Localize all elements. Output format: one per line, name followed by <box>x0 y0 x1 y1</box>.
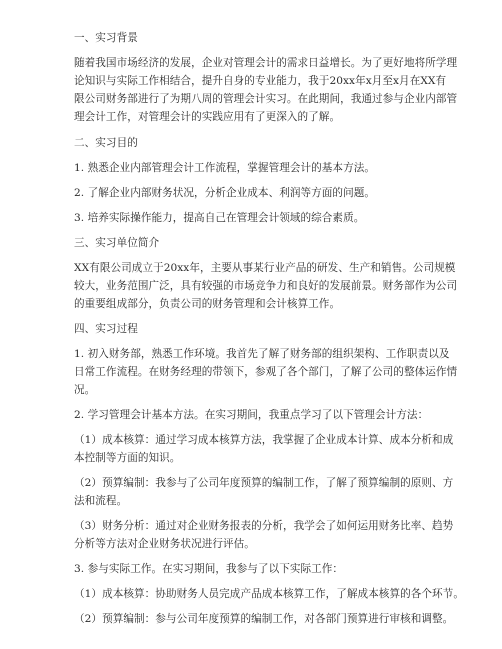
paragraph-line: 论知识与实际工作相结合，提升自身的专业能力，我于20xx年x月至x月在XX有 <box>74 75 447 87</box>
paragraph-line: XX有限公司成立于20xx年，主要从事某行业产品的研发、生产和销售。公司规模 <box>74 262 456 274</box>
paragraph-line: 日常工作流程。在财务经理的带领下，参观了各个部门，了解了公司的整体运作情 <box>74 366 458 378</box>
paragraph-line: （2）预算编制：参与公司年度预算的编制工作，对各部门预算进行审核和调整。 <box>74 613 454 625</box>
heading-internship-background: 一、实习背景 <box>74 32 138 44</box>
list-item: 2. 了解企业内部财务状况，分析企业成本、利润等方面的问题。 <box>74 187 376 199</box>
paragraph-line: 限公司财务部进行了为期八周的管理会计实习。在此期间，我通过参与企业内部管 <box>74 93 458 105</box>
paragraph-line: 分析等方法对企业财务状况进行评估。 <box>74 538 255 550</box>
paragraph-line: 理会计工作，对管理会计的实践应用有了更深入的了解。 <box>74 111 341 123</box>
list-item: 1. 熟悉企业内部管理会计工作流程，掌握管理会计的基本方法。 <box>74 162 376 174</box>
heading-company-intro: 三、实习单位简介 <box>74 237 160 249</box>
paragraph-line: 3. 参与实际工作。在实习期间，我参与了以下实际工作： <box>74 563 344 575</box>
paragraph-line: 的重要组成部分，负责公司的财务管理和会计核算工作。 <box>74 298 341 310</box>
paragraph-line: （1）成本核算：通过学习成本核算方法，我掌握了企业成本计算、成本分析和成 <box>74 434 454 446</box>
paragraph-line: 随着我国市场经济的发展，企业对管理会计的需求日益增长。为了更好地将所学理 <box>74 57 458 69</box>
heading-internship-purpose: 二、实习目的 <box>74 137 138 149</box>
paragraph-line: （1）成本核算：协助财务人员完成产品成本核算工作，了解成本核算的各个环节。 <box>74 588 464 600</box>
paragraph-line: 1. 初入财务部，熟悉工作环境。我首先了解了财务部的组织架构、工作职责以及 <box>74 348 450 360</box>
paragraph-line: （2）预算编制：我参与了公司年度预算的编制工作，了解了预算编制的原则、方 <box>74 477 454 489</box>
paragraph-line: 本控制等方面的知识。 <box>74 452 181 464</box>
paragraph-line: 2. 学习管理会计基本方法。在实习期间，我重点学习了以下管理会计方法： <box>74 409 429 421</box>
heading-internship-process: 四、实习过程 <box>74 323 138 335</box>
paragraph-line: 况。 <box>74 384 96 396</box>
paragraph-line: 法和流程。 <box>74 495 128 507</box>
paragraph-line: 较大，业务范围广泛，具有较强的市场竞争力和良好的发展前景。财务部作为公司 <box>74 280 458 292</box>
paragraph-line: （3）财务分析：通过对企业财务报表的分析，我学会了如何运用财务比率、趋势 <box>74 520 454 532</box>
list-item: 3. 培养实际操作能力，提高自己在管理会计领域的综合素质。 <box>74 212 365 224</box>
